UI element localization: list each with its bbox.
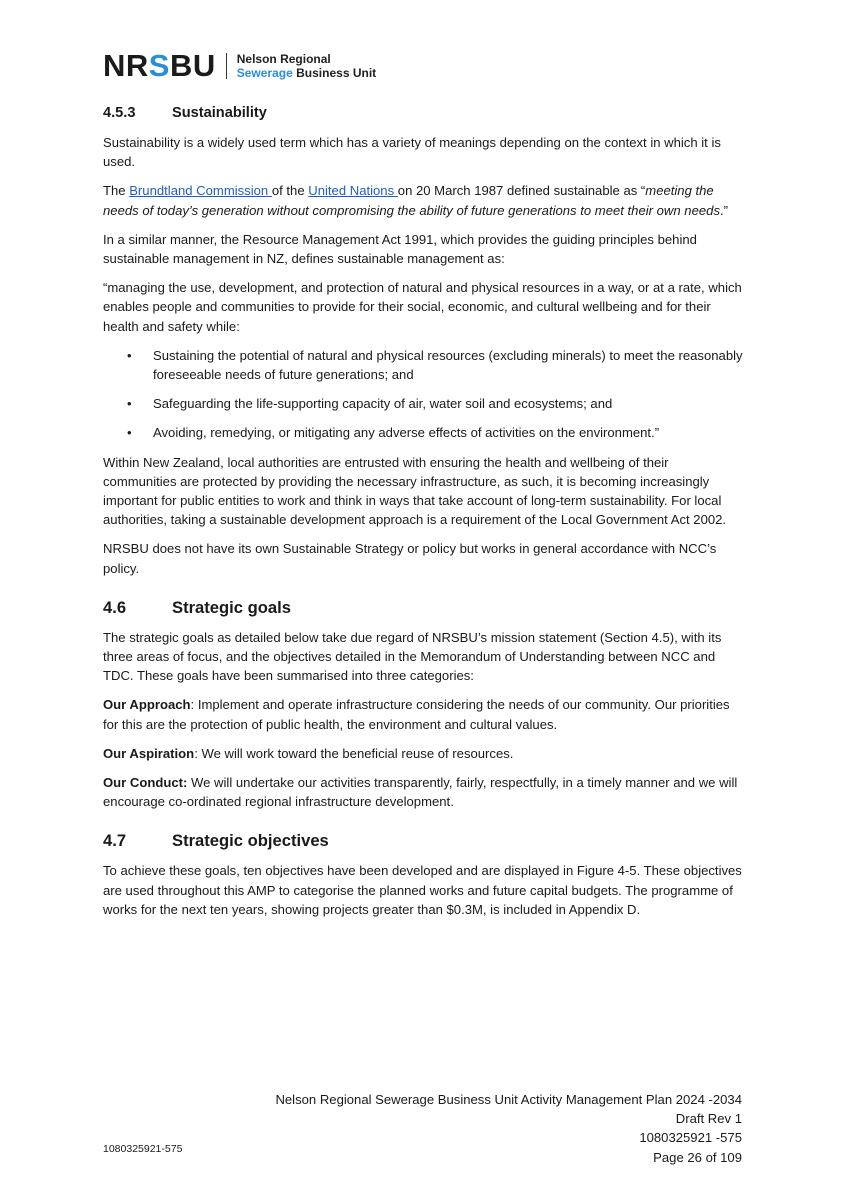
nrsbu-logo [103,50,376,82]
paragraph: In a similar manner, the Resource Management Act 1991, which provides the guiding principles behind sustainable management in NZ, defines sustainable management as: [103,231,697,267]
goal-text: We will undertake our activities transparently, fairly, respectfully, in a timely manner and we will encourage co-ordinated regional infrastructure development. [103,775,738,810]
section-title: Strategic goals [172,597,291,617]
goal-label: Our Conduct: [103,775,188,791]
section-heading-4-6 [103,596,743,620]
logo-bu: BU [169,48,216,83]
goal-conduct [103,773,743,811]
paragraph: NRSBU does not have its own Sustainable Strategy or policy but works in general accordance with NCC’s policy. [103,541,717,576]
footer-document-title: Nelson Regional Sewerage Business Unit Activity Management Plan 2024 -2034 [275,1092,742,1107]
paragraph: Within New Zealand, local authorities are entrusted with ensuring the health and wellbeing of their communities are protected by providing the necessary infrastructure, as such, it is becoming increasingly important for public entities to work and think in ways that take account of long-term sustainability. For local authorities, taking a sustainable development approach is a requirement of the Local Government Act 2002. [103,454,727,528]
united-nations-link[interactable]: United Nations [308,183,398,199]
paragraph: Sustainability is a widely used term which has a variety of meanings depending on the context in which it is used. [103,135,721,170]
section-title: Sustainability [172,105,267,121]
section-number: 4.7 [103,831,127,851]
logo-s: S [148,48,170,83]
section-number: 4.6 [103,597,127,617]
section-heading-4-7 [103,829,743,853]
goal-aspiration [103,744,743,763]
text-run: on 20 March 1987 defined sustainable as “ [397,183,646,199]
section-number: 4.5.3 [103,105,136,121]
footer-doc-id: 1080325921-575 [103,1143,183,1155]
section-heading-4-5-3 [103,102,743,124]
paragraph-brundtland [103,181,743,219]
page-footer [275,1090,742,1167]
logo-line-2-sewerage: Sewerage [236,66,293,80]
text-run: The [103,183,130,199]
goal-text: : Implement and operate infrastructure considering the needs of our community. Our priorities for this are the protection of public health, the environment and cultural values. [103,697,730,732]
footer-revision: Draft Rev 1 [675,1111,742,1127]
logo-wordmark [103,50,216,82]
goal-approach [103,695,743,733]
paragraph: The strategic goals as detailed below take due regard of NRSBU’s mission statement (Section 4.5), with its three areas of focus, and the objectives detailed in the Memorandum of Understanding between NCC and TDC. These goals have been summarised into three categories: [103,629,722,684]
logo-line-2 [237,66,376,80]
logo-line-1: Nelson Regional [236,52,331,66]
logo-line-2-business-unit: Business Unit [296,66,377,80]
goal-text: : We will work toward the beneficial reuse of resources. [194,745,514,761]
list-item: • Sustaining the potential of natural and physical resources (excluding minerals) to meet the reasonably foreseeable needs of future generations; and [103,346,743,384]
text-run: of the [271,183,309,199]
text-run: .” [720,202,728,218]
paragraph-quote: “managing the use, development, and protection of natural and physical resources in a way, or at a rate, which enables people and communities to provide for their social, economic, and cultural wellbeing and for their health and safety while: [103,280,742,334]
logo-divider [226,53,227,79]
footer-doc-number: 1080325921 -575 [639,1130,742,1146]
list-item: • Avoiding, remedying, or mitigating any adverse effects of activities on the environment.” [103,423,743,442]
bullet-list [103,346,743,443]
quote-italic: meeting the needs of today’s generation without compromising the ability of future generations to meet their own needs [103,183,720,218]
list-item: • Safeguarding the life-supporting capacity of air, water soil and ecosystems; and [103,394,743,413]
brundtland-commission-link[interactable]: Brundtland Commission [129,183,272,199]
paragraph: To achieve these goals, ten objectives have been developed and are displayed in Figure 4-5. These objectives are used throughout this AMP to categorise the planned works and future capital budgets. The programme of works for the next ten years, showing projects greater than $0.3M, is included in Appendix D. [103,863,742,917]
logo-nr: NR [103,48,149,83]
goal-label: Our Approach [103,697,191,713]
logo-text [237,52,376,80]
document-body [103,102,743,929]
footer-page-number: Page 26 of 109 [653,1149,742,1165]
section-title: Strategic objectives [172,831,329,851]
goal-label: Our Aspiration [103,745,195,761]
